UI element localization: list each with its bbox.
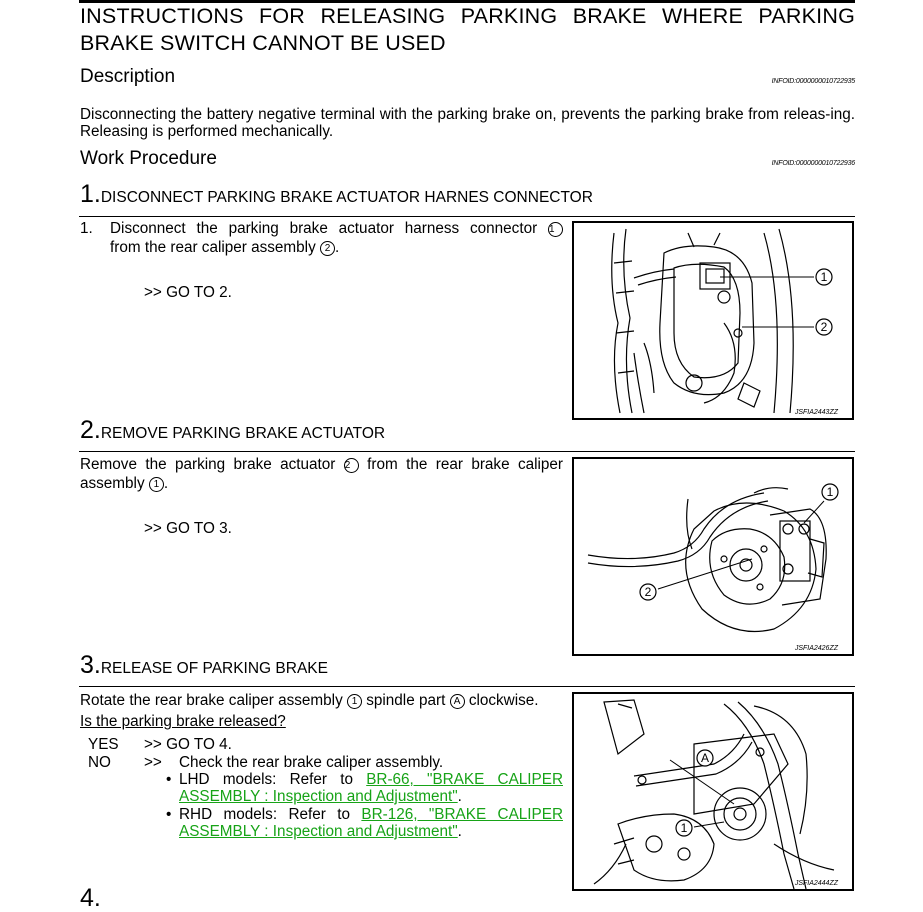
- figure-3-code: JSFIA2444ZZ: [794, 880, 838, 887]
- item-number: 1.: [80, 220, 93, 237]
- work-procedure-heading: Work Procedure: [80, 148, 217, 169]
- step-3-text-c: clockwise.: [468, 692, 539, 709]
- description-text: Disconnecting the battery negative terminal with the parking brake on, prevents the parking brake from releas-ing. Releasing is performed mechanically.: [80, 106, 855, 140]
- step-3-heading: [80, 651, 328, 680]
- description-heading: Description: [80, 66, 176, 87]
- figure-3-callout-a: A: [700, 751, 710, 765]
- callout-1-icon: 1: [548, 222, 563, 237]
- rhd-link[interactable]: BR-126, "BRAKE CALIPER: [361, 806, 563, 823]
- figure-2-remove-actuator: [572, 457, 854, 656]
- no-text: Check the rear brake caliper assembly.: [179, 754, 444, 771]
- leader-line-1: [804, 501, 824, 523]
- caliper-spindle-illustration: [574, 694, 852, 889]
- step-1-text-c: .: [334, 239, 340, 256]
- figure-2-callout-2: 2: [644, 585, 652, 599]
- step-number: 1.: [80, 180, 101, 208]
- callout-1-icon: 1: [149, 477, 164, 492]
- step-2-text-line-2: [80, 474, 168, 493]
- step-1-heading: [80, 180, 593, 209]
- callout-1-icon: 1: [347, 694, 362, 709]
- go-to-3: >> GO TO 3.: [144, 520, 232, 537]
- leader-line-a: [670, 760, 734, 804]
- caliper-connector-illustration: [574, 223, 852, 418]
- next-step-number: 4.: [80, 884, 101, 912]
- figure-1-callout-1: 1: [820, 270, 828, 284]
- step-2-text-d: .: [163, 475, 169, 492]
- yes-go-to-4: >> GO TO 4.: [144, 736, 232, 753]
- rhd-link-continued[interactable]: ASSEMBLY : Inspection and Adjustment": [179, 823, 458, 840]
- go-to-2: >> GO TO 2.: [144, 284, 232, 301]
- question-text: Is the parking brake released?: [80, 713, 286, 730]
- step-rule: [79, 216, 855, 217]
- lhd-suffix: .: [457, 788, 462, 805]
- no-label: NO: [88, 754, 111, 771]
- lhd-prefix: LHD models: Refer to: [179, 771, 367, 788]
- step-3-text: [80, 691, 539, 710]
- step-rule: [79, 686, 855, 687]
- rhd-reference-line-2: [179, 822, 462, 841]
- step-2-text-b: from the rear brake caliper: [367, 456, 564, 473]
- work-procedure-infoid: INFOID:0000000010722936: [771, 160, 855, 167]
- figure-3-rotate-spindle: [572, 692, 854, 891]
- step-rule: [79, 451, 855, 452]
- leader-line-2: [658, 559, 752, 589]
- step-title: RELEASE OF PARKING BRAKE: [100, 660, 328, 677]
- step-2-heading: [80, 416, 385, 445]
- rhd-suffix: .: [457, 823, 462, 840]
- step-number: 2.: [80, 416, 101, 444]
- figure-2-callout-1: 1: [826, 485, 834, 499]
- figure-2-code: JSFIA2426ZZ: [794, 645, 838, 652]
- figure-1-callout-2: 2: [820, 320, 828, 334]
- callout-2-icon: 2: [344, 458, 359, 473]
- figure-3-callout-1: 1: [680, 821, 688, 835]
- step-title: REMOVE PARKING BRAKE ACTUATOR: [100, 425, 386, 442]
- step-number: 3.: [80, 651, 101, 679]
- bullet-dot: •: [166, 771, 172, 788]
- step-2-text-line-1: [80, 455, 563, 474]
- step-1-text-line-2: [110, 238, 339, 257]
- step-1-text-b: from the rear caliper assembly: [110, 239, 316, 256]
- step-3-text-b: spindle part: [366, 692, 446, 709]
- bullet-dot: •: [166, 806, 172, 823]
- step-2-text-a: Remove the parking brake actuator: [80, 456, 336, 473]
- caliper-actuator-illustration: [574, 459, 852, 654]
- step-1-text-a: Disconnect the parking brake actuator harness connector: [110, 220, 538, 237]
- figure-1-code: JSFIA2443ZZ: [794, 409, 838, 416]
- step-1-text-line-1: [110, 219, 563, 238]
- lhd-link[interactable]: BR-66, "BRAKE CALIPER: [366, 771, 563, 788]
- step-3-text-a: Rotate the rear brake caliper assembly: [80, 692, 343, 709]
- figure-1-disconnect-connector: [572, 221, 854, 420]
- lhd-link-continued[interactable]: ASSEMBLY : Inspection and Adjustment": [179, 788, 458, 805]
- step-title: DISCONNECT PARKING BRAKE ACTUATOR HARNES CONNECTOR: [100, 189, 593, 206]
- yes-label: YES: [88, 736, 119, 753]
- page-title: INSTRUCTIONS FOR RELEASING PARKING BRAKE WHERE PARKING BRAKE SWITCH CANNOT BE USED: [80, 4, 855, 55]
- description-infoid: INFOID:0000000010722935: [771, 78, 855, 85]
- rhd-prefix: RHD models: Refer to: [179, 806, 362, 823]
- callout-a-icon: A: [450, 694, 465, 709]
- no-arrow: >>: [144, 754, 162, 771]
- callout-2-icon: 2: [320, 241, 335, 256]
- step-2-text-c: assembly: [80, 475, 145, 492]
- lhd-reference-line-2: [179, 787, 462, 806]
